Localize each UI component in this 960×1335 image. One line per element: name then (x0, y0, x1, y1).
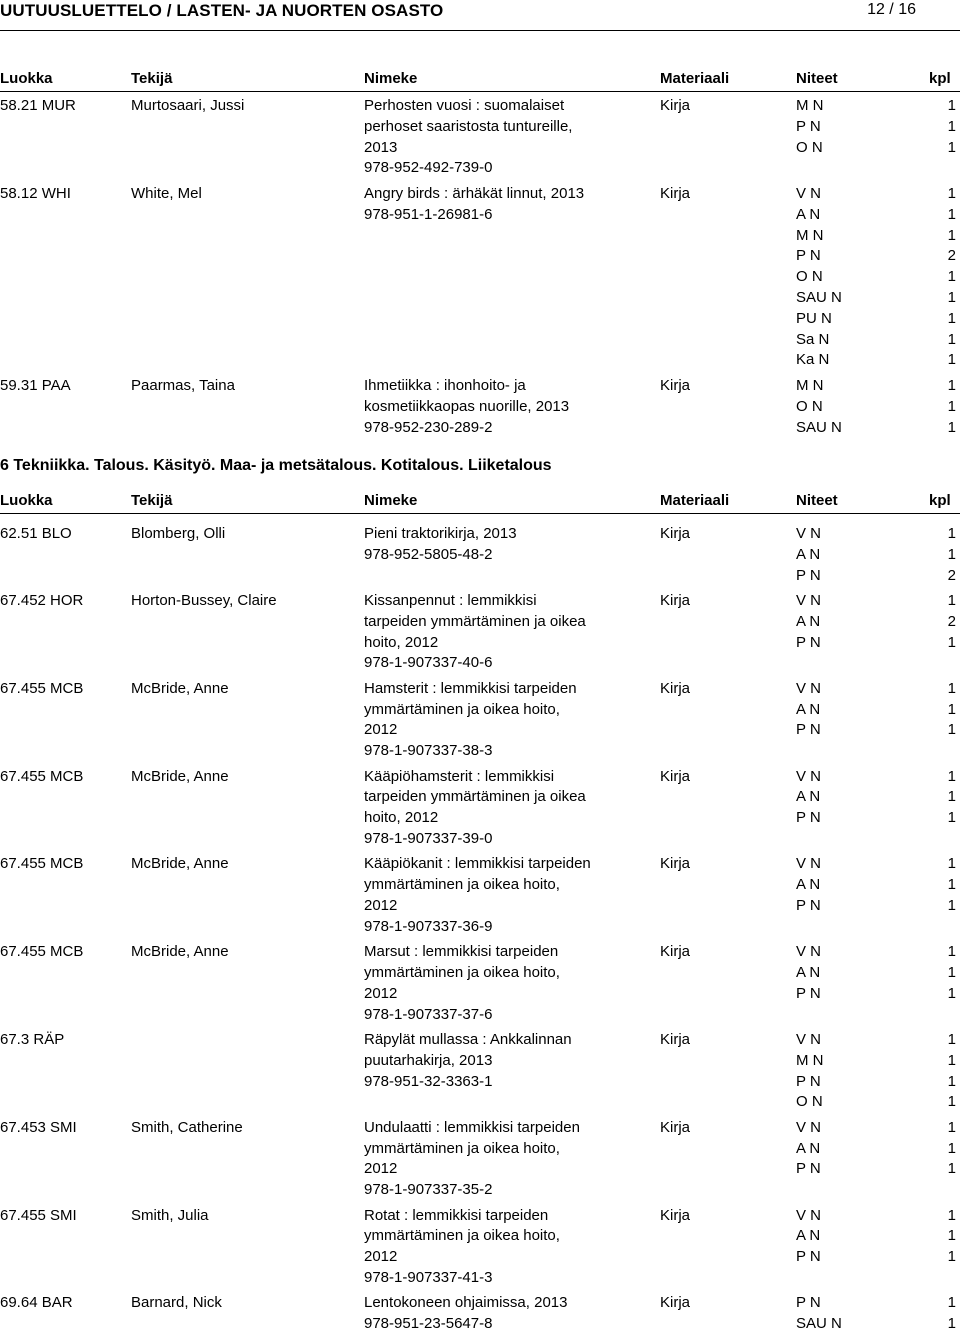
niteet-cell-line: SAU N (796, 288, 842, 306)
kpl-cell-line: 1 (947, 525, 956, 542)
kpl-cell-line: 1 (947, 418, 956, 436)
tekija-cell: Blomberg, Olli (131, 525, 226, 542)
kpl-cell-line: 1 (947, 943, 956, 961)
niteet-cell-line: P N (796, 984, 821, 1002)
kpl-cell (900, 942, 956, 1004)
kpl-cell-line: 1 (947, 309, 956, 327)
nimeke-cell-line: 978-952-5805-48-2 (364, 545, 493, 563)
niteet-cell-line: Ka N (796, 351, 830, 369)
niteet-cell (796, 376, 842, 438)
nimeke-cell-line: Kääpiöhamsterit : lemmikkisi (364, 767, 555, 785)
niteet-cell (796, 767, 821, 829)
nimeke-cell (364, 591, 654, 674)
niteet-cell-line: A N (796, 876, 821, 894)
kpl-cell (900, 591, 956, 653)
nimeke-cell-line: 978-1-907337-39-0 (364, 829, 493, 847)
materiaali-cell: Kirja (660, 767, 691, 785)
nimeke-cell-line: 978-952-230-289-2 (364, 418, 493, 436)
nimeke-cell-line: Kissanpennut : lemmikkisi (364, 592, 537, 609)
nimeke-cell (364, 524, 654, 566)
niteet-cell-line: M N (796, 226, 824, 244)
col-nimeke: Nimeke (364, 492, 418, 509)
tekija-cell: Horton-Bussey, Claire (131, 592, 277, 609)
niteet-cell-line: A N (796, 700, 821, 718)
niteet-cell-line: P N (796, 117, 821, 135)
kpl-cell-line: 1 (947, 397, 956, 415)
nimeke-cell-line: 978-951-23-5647-8 (364, 1315, 493, 1333)
niteet-cell-line: V N (796, 943, 822, 961)
nimeke-cell-line: puutarhakirja, 2013 (364, 1051, 493, 1069)
niteet-cell (796, 679, 821, 741)
niteet-cell (796, 942, 821, 1004)
kpl-cell-line: 1 (947, 1227, 956, 1245)
col-materiaali: Materiaali (660, 492, 730, 509)
materiaali-cell: Kirja (660, 943, 691, 961)
niteet-cell-line: PU N (796, 309, 832, 327)
nimeke-cell-line: Perhosten vuosi : suomalaiset (364, 97, 565, 114)
niteet-cell-line: SAU N (796, 418, 842, 436)
luokka-cell: 67.453 SMI (0, 1118, 77, 1136)
nimeke-cell-line: 978-1-907337-41-3 (364, 1268, 493, 1286)
luokka-cell: 67.452 HOR (0, 592, 84, 609)
tekija-cell: Murtosaari, Jussi (131, 97, 245, 114)
nimeke-cell (364, 376, 654, 438)
kpl-cell-line: 1 (947, 855, 956, 873)
kpl-cell-line: 1 (947, 788, 956, 806)
col-nimeke: Nimeke (364, 70, 418, 87)
nimeke-cell-line: Undulaatti : lemmikkisi tarpeiden (364, 1118, 580, 1136)
kpl-cell-line: 1 (947, 288, 956, 306)
nimeke-cell-line: tarpeiden ymmärtäminen ja oikea (364, 788, 586, 806)
page-header (0, 0, 960, 26)
nimeke-cell-line: 978-1-907337-35-2 (364, 1181, 493, 1199)
nimeke-cell-line: Kääpiökanit : lemmikkisi tarpeiden (364, 855, 591, 873)
niteet-cell-line: A N (796, 1139, 821, 1157)
niteet-cell-line: O N (796, 268, 823, 286)
nimeke-cell-line: 2012 (364, 896, 398, 914)
col-tekija: Tekijä (131, 492, 173, 509)
kpl-cell (900, 1293, 956, 1335)
catalog-title: UUTUUSLUETTELO / LASTEN- JA NUORTEN OSASTO (0, 1, 444, 20)
niteet-cell-line: M N (796, 377, 824, 394)
niteet-cell (796, 184, 842, 371)
nimeke-cell (364, 942, 654, 1025)
materiaali-cell: Kirja (660, 679, 691, 697)
luokka-cell: 67.455 MCB (0, 855, 84, 873)
column-headers (0, 492, 960, 512)
nimeke-cell-line: Angry birds : ärhäkät linnut, 2013 (364, 185, 585, 202)
kpl-cell (900, 524, 956, 586)
kpl-cell-line: 1 (947, 896, 956, 914)
kpl-cell-line: 1 (947, 1093, 956, 1111)
nimeke-cell-line: Räpylät mullassa : Ankkalinnan (364, 1031, 572, 1048)
col-materiaali: Materiaali (660, 70, 730, 87)
niteet-cell (796, 1030, 824, 1113)
kpl-cell (900, 679, 956, 741)
kpl-cell-line: 1 (947, 721, 956, 739)
section-heading: 6 Tekniikka. Talous. Käsityö. Maa- ja metsätalous. Kotitalous. Liiketalous (0, 457, 552, 474)
kpl-cell-line: 1 (947, 1315, 956, 1333)
nimeke-cell-line: 978-951-1-26981-6 (364, 205, 493, 223)
tekija-cell: McBride, Anne (131, 767, 229, 785)
col-tekija: Tekijä (131, 70, 173, 87)
kpl-cell-line: 1 (947, 679, 956, 697)
luokka-cell: 58.21 MUR (0, 97, 76, 114)
niteet-cell-line: O N (796, 138, 823, 156)
kpl-cell-line: 2 (947, 612, 956, 630)
niteet-cell-line: P N (796, 1072, 821, 1090)
niteet-cell (796, 1118, 821, 1180)
kpl-cell-line: 2 (947, 566, 956, 584)
nimeke-cell-line: ymmärtäminen ja oikea hoito, (364, 700, 560, 718)
materiaali-cell: Kirja (660, 1294, 691, 1312)
nimeke-cell-line: 978-1-907337-38-3 (364, 742, 493, 760)
nimeke-cell (364, 1293, 654, 1335)
niteet-cell-line: V N (796, 525, 822, 542)
kpl-cell-line: 1 (947, 1160, 956, 1178)
tekija-cell: McBride, Anne (131, 943, 229, 961)
luokka-cell: 67.455 MCB (0, 767, 84, 785)
nimeke-cell (364, 1206, 654, 1289)
kpl-cell-line: 1 (947, 97, 956, 114)
niteet-cell-line: A N (796, 963, 821, 981)
materiaali-cell: Kirja (660, 855, 691, 873)
materiaali-cell: Kirja (660, 97, 691, 114)
niteet-cell-line: P N (796, 1248, 821, 1266)
nimeke-cell-line: hoito, 2012 (364, 809, 439, 827)
niteet-cell (796, 1206, 821, 1268)
col-niteet: Niteet (796, 70, 838, 87)
nimeke-cell-line: 2012 (364, 721, 398, 739)
tekija-cell: McBride, Anne (131, 679, 229, 697)
nimeke-cell-line: Ihmetiikka : ihonhoito- ja (364, 377, 526, 394)
kpl-cell-line: 1 (947, 809, 956, 827)
luokka-cell: 67.455 MCB (0, 679, 84, 697)
niteet-cell-line: P N (796, 247, 821, 265)
niteet-cell-line: P N (796, 566, 821, 584)
kpl-cell-line: 1 (947, 117, 956, 135)
nimeke-cell-line: Pieni traktorikirja, 2013 (364, 525, 517, 542)
kpl-cell (900, 184, 956, 371)
niteet-cell-line: A N (796, 205, 821, 223)
kpl-cell (900, 376, 956, 438)
luokka-cell: 62.51 BLO (0, 525, 72, 542)
niteet-cell (796, 591, 821, 653)
kpl-cell-line: 2 (947, 247, 956, 265)
niteet-cell-line: M N (796, 1051, 824, 1069)
luokka-cell: 67.3 RÄP (0, 1031, 65, 1048)
niteet-cell-line: P N (796, 1294, 821, 1312)
tekija-cell: Barnard, Nick (131, 1294, 222, 1312)
nimeke-cell-line: ymmärtäminen ja oikea hoito, (364, 876, 560, 894)
nimeke-cell-line: Rotat : lemmikkisi tarpeiden (364, 1206, 549, 1224)
kpl-cell (900, 767, 956, 829)
nimeke-cell-line: 978-1-907337-37-6 (364, 1005, 493, 1023)
kpl-cell-line: 1 (947, 226, 956, 244)
materiaali-cell: Kirja (660, 1031, 691, 1048)
kpl-cell-line: 1 (947, 268, 956, 286)
niteet-cell-line: SAU N (796, 1315, 842, 1333)
kpl-cell-line: 1 (947, 1031, 956, 1048)
niteet-cell-line: P N (796, 721, 821, 739)
kpl-cell-line: 1 (947, 138, 956, 156)
niteet-cell-line: O N (796, 1093, 823, 1111)
nimeke-cell-line: 2012 (364, 984, 398, 1002)
niteet-cell-line: V N (796, 767, 822, 785)
luokka-cell: 67.455 MCB (0, 943, 84, 961)
niteet-cell-line: V N (796, 1118, 822, 1136)
niteet-cell (796, 1293, 842, 1335)
materiaali-cell: Kirja (660, 525, 691, 542)
nimeke-cell-line: 978-951-32-3363-1 (364, 1072, 493, 1090)
kpl-cell (900, 1030, 956, 1113)
column-headers (0, 70, 960, 90)
nimeke-cell-line: ymmärtäminen ja oikea hoito, (364, 1139, 560, 1157)
niteet-cell (796, 854, 821, 916)
column-header-divider (0, 513, 960, 514)
kpl-cell-line: 1 (947, 1051, 956, 1069)
niteet-cell (796, 96, 824, 158)
header-divider (0, 30, 960, 31)
niteet-cell-line: P N (796, 633, 821, 651)
nimeke-cell (364, 184, 654, 226)
nimeke-cell (364, 96, 654, 179)
nimeke-cell-line: ymmärtäminen ja oikea hoito, (364, 1227, 560, 1245)
nimeke-cell-line: perhoset saaristosta tuntureille, (364, 117, 573, 135)
tekija-cell: Paarmas, Taina (131, 377, 235, 394)
nimeke-cell-line: 978-1-907337-36-9 (364, 917, 493, 935)
materiaali-cell: Kirja (660, 185, 691, 202)
nimeke-cell (364, 679, 654, 762)
nimeke-cell-line: tarpeiden ymmärtäminen ja oikea (364, 612, 586, 630)
kpl-cell-line: 1 (947, 1294, 956, 1312)
kpl-cell-line: 1 (947, 205, 956, 223)
niteet-cell-line: P N (796, 809, 821, 827)
nimeke-cell (364, 1030, 654, 1092)
col-kpl: kpl (929, 70, 951, 87)
nimeke-cell-line: ymmärtäminen ja oikea hoito, (364, 963, 560, 981)
niteet-cell-line: Sa N (796, 330, 830, 348)
nimeke-cell-line: Hamsterit : lemmikkisi tarpeiden (364, 679, 577, 697)
nimeke-cell-line: 2013 (364, 138, 398, 156)
kpl-cell-line: 1 (947, 1118, 956, 1136)
kpl-cell-line: 1 (947, 1139, 956, 1157)
kpl-cell-line: 1 (947, 1072, 956, 1090)
tekija-cell: Smith, Julia (131, 1206, 209, 1224)
nimeke-cell-line: 978-1-907337-40-6 (364, 654, 493, 672)
luokka-cell: 59.31 PAA (0, 377, 71, 394)
kpl-cell-line: 1 (947, 700, 956, 718)
nimeke-cell-line: 2012 (364, 1160, 398, 1178)
luokka-cell: 67.455 SMI (0, 1206, 77, 1224)
niteet-cell-line: V N (796, 185, 822, 202)
niteet-cell-line: V N (796, 592, 822, 609)
col-luokka: Luokka (0, 492, 53, 509)
nimeke-cell (364, 767, 654, 850)
niteet-cell-line: V N (796, 855, 822, 873)
tekija-cell: Smith, Catherine (131, 1118, 243, 1136)
materiaali-cell: Kirja (660, 592, 691, 609)
kpl-cell (900, 96, 956, 158)
nimeke-cell (364, 1118, 654, 1201)
niteet-cell-line: P N (796, 896, 821, 914)
kpl-cell (900, 1206, 956, 1268)
kpl-cell-line: 1 (947, 377, 956, 394)
kpl-cell-line: 1 (947, 592, 956, 609)
kpl-cell-line: 1 (947, 984, 956, 1002)
col-kpl: kpl (929, 492, 951, 509)
kpl-cell-line: 1 (947, 1248, 956, 1266)
luokka-cell: 58.12 WHI (0, 185, 71, 202)
tekija-cell: McBride, Anne (131, 855, 229, 873)
luokka-cell: 69.64 BAR (0, 1294, 73, 1312)
niteet-cell-line: V N (796, 1031, 822, 1048)
kpl-cell-line: 1 (947, 185, 956, 202)
kpl-cell (900, 1118, 956, 1180)
nimeke-cell-line: hoito, 2012 (364, 633, 439, 651)
niteet-cell-line: M N (796, 97, 824, 114)
nimeke-cell-line: 2012 (364, 1248, 398, 1266)
niteet-cell-line: A N (796, 1227, 821, 1245)
column-header-divider (0, 91, 960, 92)
kpl-cell-line: 1 (947, 1206, 956, 1224)
nimeke-cell (364, 854, 654, 937)
kpl-cell-line: 1 (947, 963, 956, 981)
kpl-cell-line: 1 (947, 767, 956, 785)
niteet-cell-line: A N (796, 788, 821, 806)
niteet-cell-line: P N (796, 1160, 821, 1178)
tekija-cell: White, Mel (131, 185, 202, 202)
materiaali-cell: Kirja (660, 377, 691, 394)
niteet-cell-line: V N (796, 679, 822, 697)
kpl-cell-line: 1 (947, 330, 956, 348)
niteet-cell (796, 524, 821, 586)
nimeke-cell-line: Lentokoneen ohjaimissa, 2013 (364, 1294, 568, 1312)
niteet-cell-line: V N (796, 1206, 822, 1224)
nimeke-cell-line: 978-952-492-739-0 (364, 159, 493, 177)
col-niteet: Niteet (796, 492, 838, 509)
niteet-cell-line: O N (796, 397, 823, 415)
col-luokka: Luokka (0, 70, 53, 87)
kpl-cell-line: 1 (947, 545, 956, 563)
materiaali-cell: Kirja (660, 1206, 691, 1224)
niteet-cell-line: A N (796, 545, 821, 563)
nimeke-cell-line: kosmetiikkaopas nuorille, 2013 (364, 397, 570, 415)
kpl-cell-line: 1 (947, 633, 956, 651)
page-number: 12 / 16 (867, 1, 916, 18)
kpl-cell-line: 1 (947, 351, 956, 369)
kpl-cell (900, 854, 956, 916)
materiaali-cell: Kirja (660, 1118, 691, 1136)
niteet-cell-line: A N (796, 612, 821, 630)
nimeke-cell-line: Marsut : lemmikkisi tarpeiden (364, 943, 559, 961)
kpl-cell-line: 1 (947, 876, 956, 894)
